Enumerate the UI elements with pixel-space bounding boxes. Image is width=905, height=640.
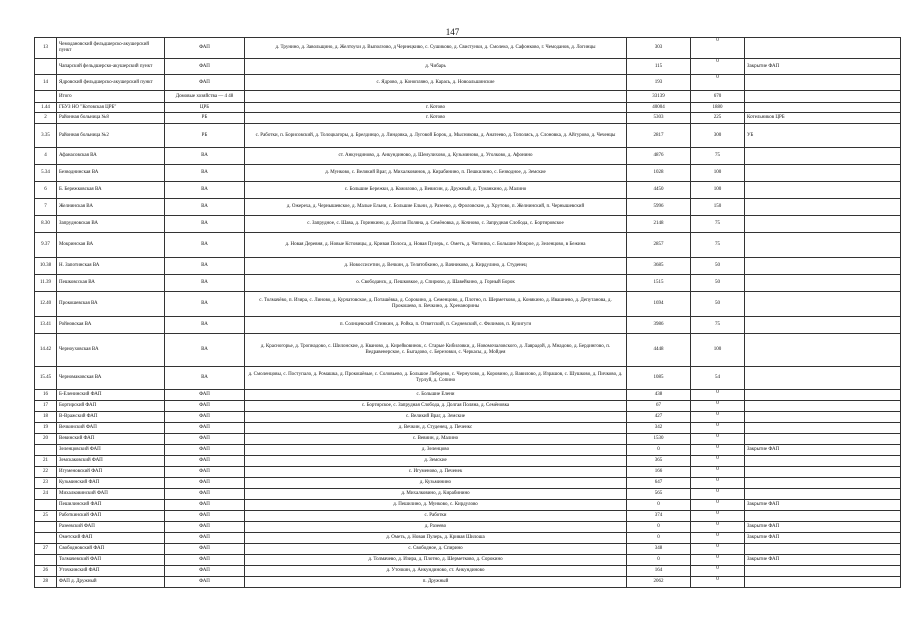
facility-name: Зеленцовский ФАП	[57, 445, 165, 456]
table-row	[35, 423, 901, 434]
staff-count: 0	[691, 500, 745, 511]
facility-type: ВА	[165, 292, 245, 317]
population: 2817	[627, 124, 691, 148]
facility-type: ВА	[165, 367, 245, 390]
row-note	[745, 199, 901, 216]
facility-name: Чапарский фельдшерско-акушерский пункт	[57, 59, 165, 75]
service-area: д. Новоссисетин, д. Вечкин, д. Телятобкино, д. Вачниково, д. Кирдулино, д. Студенец	[245, 258, 627, 275]
row-note	[745, 233, 901, 258]
facility-type: ФАП	[165, 412, 245, 423]
staff-count: 0	[691, 38, 745, 59]
row-number: 23	[35, 478, 57, 489]
population: 193	[627, 75, 691, 91]
service-area: с. Толмачёво, п. Изира, с. Линово, д. Курчатовское, д. Поташёвка, д. Сорокино, д. Семенцово, д. Плотно, п. Шерметково, д. Конякино, д. Ивашнево, д. Депутанова, д. Прокошево, п. Вечкино, д. Хренанорины	[245, 292, 627, 317]
facility-name: Черномаковская ВА	[57, 367, 165, 390]
facility-name: Пешковсская ВА	[57, 275, 165, 292]
facility-type: ФАП	[165, 555, 245, 566]
population: 67	[627, 401, 691, 412]
table-row	[35, 199, 901, 216]
facility-type: РБ	[165, 124, 245, 148]
row-number: 11.39	[35, 275, 57, 292]
service-area: д. Ожереха, д. Чернышевское, д. Малые Ельни, с. Большие Ельни, д. Разеево, д. Фроловские, д. Хрутово, п. Желнинский, п. Чернышевский	[245, 199, 627, 216]
facility-name: ФАП д. Дружный	[57, 577, 165, 588]
population: 647	[627, 478, 691, 489]
population: 4876	[627, 148, 691, 165]
row-number: 13.41	[35, 317, 57, 334]
row-number: 7	[35, 199, 57, 216]
facility-name: Ройновская ВА	[57, 317, 165, 334]
service-area: д. Красногорье, д. Тропнадово, с. Шилонские, д. Кваново, д. Кирейковинок, с. Старые Кибиловки, д. Новомочаловского, д. Лаврадой, д. Мнадово, д. Бердингово, п. Ведравенерское, с. Быгадово, с. Березовки, с. Черкасы, д. Мойдея	[245, 334, 627, 367]
service-area: с. Запрудное, с. Шава, д. Горинкино, д. Долгая Поляна, д. Семёновка, д. Кочново, с. Запрудная Слобода, с. Бортировское	[245, 216, 627, 233]
staff-count: 150	[691, 199, 745, 216]
population: 166	[627, 467, 691, 478]
table-row	[35, 124, 901, 148]
facility-type: ФАП	[165, 544, 245, 555]
facility-type: ВА	[165, 275, 245, 292]
table-row	[35, 445, 901, 456]
medical-facilities-table	[34, 37, 901, 588]
row-note: Закрытие ФАП	[745, 555, 901, 566]
row-note	[745, 182, 901, 199]
service-area: д. Смоленцовы, с. Поступало, д. Ромашка, д. Прокошёвые, с. Соловьево, д. Большое Лебедево, с. Чернухово, д. Коровино, д. Вавилово, д. Израшов, с. Шушково, д. Пичково, д. Турлуй, д. Сопино	[245, 367, 627, 390]
service-area: с. Работки, п. Борисовский, д. Толоцкагоры, д. Брелдинцо, д. Линдовка, д. Луговой Борок, д. Мысникова, д. Анатеево, д. Тополясь, д. Слоновка, д. Айгурово, д. Чеченцы	[245, 124, 627, 148]
population: 2062	[627, 577, 691, 588]
row-number: 17	[35, 401, 57, 412]
staff-count: 50	[691, 292, 745, 317]
population: 2148	[627, 216, 691, 233]
table-row	[35, 478, 901, 489]
row-note	[745, 401, 901, 412]
row-number: 24	[35, 489, 57, 500]
facility-name: Желнинская ВА	[57, 199, 165, 216]
row-note	[745, 423, 901, 434]
table-row	[35, 467, 901, 478]
population: 565	[627, 489, 691, 500]
table-row	[35, 91, 901, 103]
row-number	[35, 522, 57, 533]
facility-type: ФАП	[165, 423, 245, 434]
row-number	[35, 555, 57, 566]
staff-count: 300	[691, 124, 745, 148]
row-number: 14	[35, 75, 57, 91]
population: 115	[627, 59, 691, 75]
facility-name: Прокошевская ВА	[57, 292, 165, 317]
facility-type: ВА	[165, 199, 245, 216]
row-note	[745, 566, 901, 577]
population: 1028	[627, 165, 691, 182]
table-row	[35, 317, 901, 334]
population: 0	[627, 533, 691, 544]
service-area: д. Зеленцово	[245, 445, 627, 456]
table-row	[35, 412, 901, 423]
table-row	[35, 38, 901, 59]
population: 3685	[627, 258, 691, 275]
row-note	[745, 390, 901, 401]
facility-name: Свободновский ФАП	[57, 544, 165, 555]
table-row	[35, 500, 901, 511]
table-row	[35, 233, 901, 258]
table-row	[35, 566, 901, 577]
facility-type: ВА	[165, 317, 245, 334]
row-note	[745, 412, 901, 423]
row-note	[745, 367, 901, 390]
facility-name: Работкинский ФАП	[57, 511, 165, 522]
facility-type: ФАП	[165, 566, 245, 577]
population: 348	[627, 544, 691, 555]
row-number: 26	[35, 566, 57, 577]
table-row	[35, 456, 901, 467]
row-note	[745, 91, 901, 103]
row-number: 3.35	[35, 124, 57, 148]
facility-name: Уточкинский ФАП	[57, 566, 165, 577]
staff-count: 75	[691, 216, 745, 233]
row-number: 5.34	[35, 165, 57, 182]
staff-count: 0	[691, 478, 745, 489]
service-area: г. Котово	[245, 113, 627, 124]
row-number: 14.42	[35, 334, 57, 367]
staff-count: 0	[691, 456, 745, 467]
row-note	[745, 38, 901, 59]
service-area: с. Ядрово, д. Конопляно, д. Карась, д. Новоальшинские	[245, 75, 627, 91]
row-number: 4	[35, 148, 57, 165]
service-area: с. Великий Враг, д. Земские	[245, 412, 627, 423]
table-row	[35, 258, 901, 275]
service-area: д. Трунино, д. Завольщино, д. Желтоухи д. Выползово, д Чернецкиво, с. Сушиково, д. Свистунки, д. Смолеко, д. Сафонково, г. Чемоданов, д. Логинцы	[245, 38, 627, 59]
population: 0	[627, 555, 691, 566]
facility-name: Черноуховская ВА	[57, 334, 165, 367]
row-note: Закрытие ФАП	[745, 445, 901, 456]
table-row	[35, 434, 901, 445]
row-number: 12.40	[35, 292, 57, 317]
facility-type: ФАП	[165, 500, 245, 511]
table-row	[35, 165, 901, 182]
facility-type: ВА	[165, 258, 245, 275]
table-row	[35, 577, 901, 588]
staff-count: 0	[691, 522, 745, 533]
facility-type: ФАП	[165, 533, 245, 544]
facility-type: ФАП	[165, 467, 245, 478]
table-row	[35, 103, 901, 113]
facility-type: Домовые хозяйства — 4 48	[165, 91, 245, 103]
staff-count: 225	[691, 113, 745, 124]
service-area: с. Игуменово, д. Печенек	[245, 467, 627, 478]
staff-count: 0	[691, 544, 745, 555]
service-area: с. Свободное, д. Спирино	[245, 544, 627, 555]
service-area: д. Михалковино, д. Кирабинино	[245, 489, 627, 500]
population: 1694	[627, 292, 691, 317]
staff-count: 0	[691, 390, 745, 401]
row-note	[745, 334, 901, 367]
service-area: г. Котово	[245, 103, 627, 113]
staff-count: 0	[691, 467, 745, 478]
population: 1530	[627, 434, 691, 445]
table-row	[35, 334, 901, 367]
row-note	[745, 165, 901, 182]
row-number	[35, 91, 57, 103]
facility-name: Михалковинский ФАП	[57, 489, 165, 500]
facility-type: ФАП	[165, 75, 245, 91]
row-number: 8.30	[35, 216, 57, 233]
table-row	[35, 544, 901, 555]
staff-count: 54	[691, 367, 745, 390]
population: 2857	[627, 233, 691, 258]
facility-name: Пешилинский ФАП	[57, 500, 165, 511]
service-area: д. Уточкин, д. Анкундиново, ст. Анкундиново	[245, 566, 627, 577]
population: 33139	[627, 91, 691, 103]
facility-name: В-Вражский ФАП	[57, 412, 165, 423]
facility-type: ФАП	[165, 478, 245, 489]
population: 3986	[627, 317, 691, 334]
staff-count: 0	[691, 577, 745, 588]
staff-count: 0	[691, 423, 745, 434]
facility-name: Н. Запотинская ВА	[57, 258, 165, 275]
row-note	[745, 275, 901, 292]
population: 0	[627, 445, 691, 456]
facility-name: Игуменовский ФАП	[57, 467, 165, 478]
row-note: Закрытие ФАП	[745, 500, 901, 511]
facility-name: Земскаковский ФАП	[57, 456, 165, 467]
facility-name: Ометский ФАП	[57, 533, 165, 544]
row-number: 22	[35, 467, 57, 478]
population: 4448	[627, 334, 691, 367]
facility-type: ФАП	[165, 390, 245, 401]
staff-count: 1880	[691, 103, 745, 113]
row-number: 28	[35, 577, 57, 588]
facility-name: Бортирский ФАП	[57, 401, 165, 412]
table-row	[35, 113, 901, 124]
page-number: 147	[445, 27, 460, 37]
service-area: п. Солнцевский Стинкин, д. Ройка, п. Отвитский, п. Седневский, с. Филимов, п. Кулигуги	[245, 317, 627, 334]
staff-count: 670	[691, 91, 745, 103]
staff-count: 0	[691, 59, 745, 75]
row-number: 18	[35, 412, 57, 423]
table-row	[35, 275, 901, 292]
row-note	[745, 511, 901, 522]
row-note	[745, 258, 901, 275]
facility-name: Запрудновская ВА	[57, 216, 165, 233]
facility-name: Б. Бережковская ВА	[57, 182, 165, 199]
facility-type: ВА	[165, 233, 245, 258]
table-row	[35, 59, 901, 75]
table-row	[35, 489, 901, 500]
row-note	[745, 434, 901, 445]
facility-name: ГБУЗ НО "Котовская ЦРБ"	[57, 103, 165, 113]
facility-name: Афанасовская ВА	[57, 148, 165, 165]
population: 0	[627, 522, 691, 533]
row-number	[35, 500, 57, 511]
staff-count: 75	[691, 317, 745, 334]
facility-type: ЦРБ	[165, 103, 245, 113]
row-note: Закрытие ФАП	[745, 522, 901, 533]
row-number	[35, 445, 57, 456]
population: 0	[627, 500, 691, 511]
row-number: 15.45	[35, 367, 57, 390]
row-note	[745, 292, 901, 317]
row-note: Котельников ЦРБ	[745, 113, 901, 124]
facility-name: Вечкинский ФАП	[57, 423, 165, 434]
facility-name: Чемодановский фельдшерско-акушерский пункт	[57, 38, 165, 59]
table-row	[35, 533, 901, 544]
table-row	[35, 511, 901, 522]
facility-type: ФАП	[165, 445, 245, 456]
row-note	[745, 489, 901, 500]
service-area: д. Разеево	[245, 522, 627, 533]
facility-type: ВА	[165, 182, 245, 199]
row-note	[745, 75, 901, 91]
population: 4450	[627, 182, 691, 199]
row-note	[745, 148, 901, 165]
facility-type: ФАП	[165, 434, 245, 445]
facility-type: ВА	[165, 148, 245, 165]
service-area: ст. Анкундиново, д. Анкундиново, д. Шеиулихово, д. Кузьминово, д. Уголково, д. Афонино	[245, 148, 627, 165]
table-row	[35, 182, 901, 199]
facility-type: ФАП	[165, 511, 245, 522]
population: 164	[627, 566, 691, 577]
staff-count: 50	[691, 258, 745, 275]
row-number: 9.37	[35, 233, 57, 258]
service-area: д. Ометь, д. Новая Пулерь, д. Кривая Шилоша	[245, 533, 627, 544]
population: 5996	[627, 199, 691, 216]
service-area: с. Большие Бережки, д. Кожилово, д. Вевисин, д. Дружный, д. Туманкино, д. Малино	[245, 182, 627, 199]
facility-name: Б-Еленинский ФАП	[57, 390, 165, 401]
facility-name: Разеевский ФАП	[57, 522, 165, 533]
staff-count: 50	[691, 275, 745, 292]
facility-name: Безводнинская ВА	[57, 165, 165, 182]
facility-name: Районная больница №8	[57, 113, 165, 124]
facility-type: ФАП	[165, 38, 245, 59]
service-area: д. Вечкин, д. Студенец, д. Печенкс	[245, 423, 627, 434]
service-area: д. Пешилино, д. Мунково, с. Кирдулово	[245, 500, 627, 511]
row-number	[35, 533, 57, 544]
row-note	[745, 544, 901, 555]
row-number: 10.38	[35, 258, 57, 275]
row-number	[35, 59, 57, 75]
population: 1515	[627, 275, 691, 292]
row-note	[745, 317, 901, 334]
facility-name: Толмачевский ФАП	[57, 555, 165, 566]
table-row	[35, 555, 901, 566]
row-note	[745, 216, 901, 233]
table-row	[35, 148, 901, 165]
table-row	[35, 75, 901, 91]
row-note	[745, 467, 901, 478]
staff-count: 0	[691, 75, 745, 91]
staff-count: 0	[691, 434, 745, 445]
population: 438	[627, 390, 691, 401]
service-area: с. Бортирское, с. Запрудная Слобода, д. Долгая Поляна, д. Семёновка	[245, 401, 627, 412]
service-area: п. Дружный	[245, 577, 627, 588]
facility-type: ФАП	[165, 522, 245, 533]
row-number: 1.44	[35, 103, 57, 113]
facility-type: ВА	[165, 165, 245, 182]
staff-count: 0	[691, 511, 745, 522]
staff-count: 0	[691, 489, 745, 500]
service-area: д. Земские	[245, 456, 627, 467]
row-number: 16	[35, 390, 57, 401]
population: 342	[627, 423, 691, 434]
table-row	[35, 522, 901, 533]
population: 5303	[627, 113, 691, 124]
service-area: с. Большие Елени	[245, 390, 627, 401]
row-note: Закрытие ФАП	[745, 533, 901, 544]
facility-name: Вевинский ФАП	[57, 434, 165, 445]
row-number: 20	[35, 434, 57, 445]
staff-count: 0	[691, 412, 745, 423]
staff-count: 100	[691, 334, 745, 367]
population: 1085	[627, 367, 691, 390]
facility-type: ФАП	[165, 401, 245, 412]
facility-name: Кузьминский ФАП	[57, 478, 165, 489]
population: 374	[627, 511, 691, 522]
staff-count: 0	[691, 401, 745, 412]
row-note: Закрытие ФАП	[745, 59, 901, 75]
service-area: д. Толмачево, д. Изира, д. Плотно, д. Шерметково, д. Сорокино	[245, 555, 627, 566]
facility-type: ВА	[165, 334, 245, 367]
staff-count: 100	[691, 182, 745, 199]
row-note	[745, 456, 901, 467]
table-row	[35, 216, 901, 233]
service-area: д. Чибарь	[245, 59, 627, 75]
staff-count: 75	[691, 148, 745, 165]
row-note: УБ	[745, 124, 901, 148]
service-area: с. Вевиин, д. Малино	[245, 434, 627, 445]
row-number: 25	[35, 511, 57, 522]
row-number: 2	[35, 113, 57, 124]
table-row	[35, 401, 901, 412]
facility-type: ФАП	[165, 577, 245, 588]
service-area: д. Мунково, с. Великий Враг, д. Михалковинов, д. Кирабинино, п. Пешкилино, с. Безводное, д. Земские	[245, 165, 627, 182]
service-area: с. Работки	[245, 511, 627, 522]
staff-count: 0	[691, 555, 745, 566]
facility-type: ФАП	[165, 59, 245, 75]
row-number: 21	[35, 456, 57, 467]
service-area: д. Новая Деревня, д. Новые Кстовицы, д. Кривая Полоса, д. Новая Пулерь, с. Ометь, д. Чигиина, с. Большие Мокрое, д. Зеленцово, в Бежина	[245, 233, 627, 258]
staff-count: 0	[691, 533, 745, 544]
population: 40004	[627, 103, 691, 113]
facility-name: Районная больница №2	[57, 124, 165, 148]
facility-type: РБ	[165, 113, 245, 124]
row-number: 6	[35, 182, 57, 199]
table-body	[35, 38, 901, 588]
facility-name: Итого	[57, 91, 165, 103]
population: 427	[627, 412, 691, 423]
facility-name: Мокринская ВА	[57, 233, 165, 258]
row-note	[745, 577, 901, 588]
row-number: 19	[35, 423, 57, 434]
service-area: д. Кузьминино	[245, 478, 627, 489]
facility-type: ФАП	[165, 456, 245, 467]
staff-count: 75	[691, 233, 745, 258]
row-number: 13	[35, 38, 57, 59]
service-area	[245, 91, 627, 103]
facility-type: ВА	[165, 216, 245, 233]
facility-type: ФАП	[165, 489, 245, 500]
population: 303	[627, 38, 691, 59]
table-row	[35, 367, 901, 390]
table-row	[35, 292, 901, 317]
staff-count: 100	[691, 165, 745, 182]
staff-count: 0	[691, 566, 745, 577]
service-area: о. Свободанск, д. Пешковкое, д. Спирюхо, д. Шавейкино, д. Горный Борок	[245, 275, 627, 292]
population: 365	[627, 456, 691, 467]
row-note	[745, 478, 901, 489]
table-row	[35, 390, 901, 401]
row-number: 27	[35, 544, 57, 555]
facility-name: Ядровский фельдшерско-акушерский пункт	[57, 75, 165, 91]
row-note	[745, 103, 901, 113]
staff-count: 0	[691, 445, 745, 456]
